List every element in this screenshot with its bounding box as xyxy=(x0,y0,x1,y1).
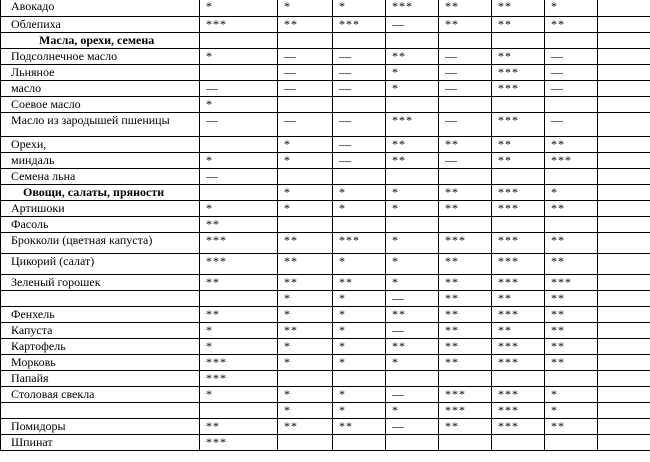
rating-cell: * xyxy=(386,355,439,371)
rating-cell: ** xyxy=(492,17,545,33)
product-name: Орехи, xyxy=(1,137,200,153)
rating-cell: ** xyxy=(545,137,598,153)
product-name: Брокколи (цветная капуста) xyxy=(1,233,200,254)
rating-cell: — xyxy=(333,137,386,153)
rating-cell xyxy=(200,185,278,201)
product-name: Капуста xyxy=(1,323,200,339)
rating-cell: — xyxy=(545,113,598,137)
table-row xyxy=(1,65,650,81)
rating-cell xyxy=(333,371,386,387)
rating-cell xyxy=(200,403,278,419)
rating-cell: ** xyxy=(545,307,598,323)
rating-cell: *** xyxy=(545,153,598,169)
rating-cell xyxy=(333,435,386,451)
rating-cell xyxy=(439,217,492,233)
rating-cell: — xyxy=(333,65,386,81)
rating-cell: — xyxy=(200,81,278,97)
rating-cell: * xyxy=(200,0,278,17)
rating-cell: *** xyxy=(200,233,278,254)
rating-cell: ** xyxy=(545,419,598,435)
rating-cell: ** xyxy=(333,275,386,291)
empty-cell xyxy=(598,113,650,137)
table-row xyxy=(1,291,650,307)
empty-cell xyxy=(598,33,650,49)
product-name: Помидоры xyxy=(1,419,200,435)
rating-cell: * xyxy=(278,201,333,217)
rating-cell: ** xyxy=(278,254,333,275)
rating-cell: — xyxy=(439,153,492,169)
rating-cell: ** xyxy=(492,291,545,307)
empty-cell xyxy=(598,97,650,113)
product-name: Льняное xyxy=(1,65,200,81)
rating-cell xyxy=(278,97,333,113)
table-row xyxy=(1,339,650,355)
section-title: Овощи, салаты, пряности xyxy=(1,185,200,201)
section-row xyxy=(1,185,650,201)
rating-cell: — xyxy=(386,387,439,403)
rating-cell: ** xyxy=(439,17,492,33)
rating-cell: — xyxy=(278,49,333,65)
rating-cell: ** xyxy=(492,49,545,65)
rating-cell: — xyxy=(439,49,492,65)
rating-cell: * xyxy=(386,403,439,419)
rating-cell: *** xyxy=(386,113,439,137)
rating-cell xyxy=(386,97,439,113)
product-name: Облепиха xyxy=(1,17,200,33)
rating-cell: *** xyxy=(200,17,278,33)
rating-cell: ** xyxy=(545,201,598,217)
rating-cell: ** xyxy=(439,137,492,153)
rating-cell: — xyxy=(333,49,386,65)
rating-cell: *** xyxy=(200,254,278,275)
rating-cell: *** xyxy=(492,254,545,275)
product-name: Морковь xyxy=(1,355,200,371)
rating-cell xyxy=(439,371,492,387)
table-row xyxy=(1,307,650,323)
rating-cell: ** xyxy=(439,339,492,355)
rating-cell: — xyxy=(439,81,492,97)
empty-cell xyxy=(598,17,650,33)
empty-cell xyxy=(598,307,650,323)
table-row xyxy=(1,387,650,403)
rating-cell: ** xyxy=(545,323,598,339)
rating-cell: * xyxy=(545,403,598,419)
section-title: Масла, орехи, семена xyxy=(1,33,200,49)
empty-cell xyxy=(598,403,650,419)
rating-cell: * xyxy=(333,387,386,403)
empty-cell xyxy=(598,355,650,371)
rating-cell xyxy=(545,435,598,451)
rating-cell: ** xyxy=(492,137,545,153)
rating-cell: * xyxy=(278,0,333,17)
rating-cell: ** xyxy=(386,137,439,153)
table-row xyxy=(1,403,650,419)
rating-cell: *** xyxy=(200,435,278,451)
rating-cell: ** xyxy=(439,185,492,201)
table-row xyxy=(1,97,650,113)
rating-cell: *** xyxy=(333,17,386,33)
rating-cell: * xyxy=(278,185,333,201)
rating-cell: *** xyxy=(492,307,545,323)
rating-cell: ** xyxy=(439,307,492,323)
rating-cell xyxy=(545,371,598,387)
rating-cell: * xyxy=(278,153,333,169)
rating-cell: *** xyxy=(439,403,492,419)
rating-cell: ** xyxy=(439,201,492,217)
rating-cell: * xyxy=(200,339,278,355)
empty-cell xyxy=(598,153,650,169)
rating-cell: * xyxy=(386,275,439,291)
product-name xyxy=(1,291,200,307)
rating-cell: — xyxy=(333,81,386,97)
rating-cell: ** xyxy=(545,355,598,371)
rating-cell xyxy=(492,371,545,387)
rating-cell xyxy=(278,217,333,233)
rating-cell: * xyxy=(386,185,439,201)
product-name: Фенхель xyxy=(1,307,200,323)
rating-cell: ** xyxy=(439,323,492,339)
table-row xyxy=(1,419,650,435)
rating-cell: — xyxy=(333,113,386,137)
empty-cell xyxy=(598,275,650,291)
rating-cell: * xyxy=(333,201,386,217)
product-name xyxy=(1,403,200,419)
table-row xyxy=(1,323,650,339)
rating-cell xyxy=(278,435,333,451)
table-row xyxy=(1,17,650,33)
rating-cell xyxy=(439,33,492,49)
rating-cell: ** xyxy=(439,254,492,275)
rating-cell: * xyxy=(386,201,439,217)
empty-cell xyxy=(598,233,650,254)
rating-cell: ** xyxy=(545,233,598,254)
rating-cell: * xyxy=(200,387,278,403)
rating-cell xyxy=(439,169,492,185)
empty-cell xyxy=(598,0,650,17)
rating-cell: *** xyxy=(492,65,545,81)
rating-cell: *** xyxy=(492,387,545,403)
rating-cell: *** xyxy=(492,113,545,137)
rating-cell: ** xyxy=(545,254,598,275)
rating-cell: * xyxy=(545,387,598,403)
rating-cell: * xyxy=(386,254,439,275)
rating-cell: * xyxy=(333,291,386,307)
table-row xyxy=(1,153,650,169)
rating-cell: ** xyxy=(386,339,439,355)
rating-cell xyxy=(278,169,333,185)
empty-cell xyxy=(598,435,650,451)
rating-cell: ** xyxy=(545,339,598,355)
table-row xyxy=(1,169,650,185)
rating-cell: *** xyxy=(200,371,278,387)
table-row xyxy=(1,275,650,291)
rating-cell: ** xyxy=(545,17,598,33)
table-row xyxy=(1,81,650,97)
rating-cell: ** xyxy=(278,323,333,339)
rating-cell: * xyxy=(333,339,386,355)
rating-cell: * xyxy=(200,97,278,113)
rating-cell xyxy=(492,33,545,49)
rating-cell: ** xyxy=(492,0,545,17)
rating-cell: *** xyxy=(492,355,545,371)
rating-cell: * xyxy=(278,387,333,403)
rating-cell: ** xyxy=(278,233,333,254)
empty-cell xyxy=(598,65,650,81)
rating-cell: * xyxy=(333,307,386,323)
rating-cell: — xyxy=(386,17,439,33)
rating-cell: * xyxy=(333,0,386,17)
rating-cell xyxy=(200,33,278,49)
empty-cell xyxy=(598,339,650,355)
rating-cell: ** xyxy=(386,153,439,169)
rating-cell: * xyxy=(333,355,386,371)
rating-cell: *** xyxy=(333,233,386,254)
rating-cell: ** xyxy=(439,355,492,371)
product-name: Столовая свекла xyxy=(1,387,200,403)
empty-cell xyxy=(598,169,650,185)
table-row xyxy=(1,371,650,387)
rating-cell: * xyxy=(200,323,278,339)
rating-cell: *** xyxy=(439,233,492,254)
rating-cell: ** xyxy=(200,217,278,233)
product-name: миндаль xyxy=(1,153,200,169)
rating-cell xyxy=(200,137,278,153)
rating-cell xyxy=(492,217,545,233)
rating-cell: * xyxy=(278,307,333,323)
rating-cell: * xyxy=(200,49,278,65)
product-name: Шпинат xyxy=(1,435,200,451)
rating-cell: * xyxy=(200,201,278,217)
rating-cell: *** xyxy=(386,0,439,17)
empty-cell xyxy=(598,217,650,233)
rating-cell xyxy=(439,97,492,113)
rating-cell: ** xyxy=(386,49,439,65)
rating-cell xyxy=(278,371,333,387)
table-row xyxy=(1,355,650,371)
product-name: масло xyxy=(1,81,200,97)
rating-cell: *** xyxy=(492,185,545,201)
rating-cell: *** xyxy=(492,201,545,217)
rating-cell: * xyxy=(278,403,333,419)
empty-cell xyxy=(598,419,650,435)
table-row xyxy=(1,233,650,254)
product-name: Соевое масло xyxy=(1,97,200,113)
rating-cell: — xyxy=(545,49,598,65)
rating-cell: ** xyxy=(545,291,598,307)
empty-cell xyxy=(598,49,650,65)
rating-cell: *** xyxy=(200,355,278,371)
empty-cell xyxy=(598,185,650,201)
product-name: Папайя xyxy=(1,371,200,387)
empty-cell xyxy=(598,387,650,403)
rating-cell xyxy=(439,435,492,451)
rating-cell xyxy=(386,33,439,49)
rating-cell: *** xyxy=(492,419,545,435)
rating-cell: * xyxy=(545,185,598,201)
rating-cell: — xyxy=(439,65,492,81)
rating-cell: ** xyxy=(278,275,333,291)
product-name: Зеленый горошек xyxy=(1,275,200,291)
rating-cell: * xyxy=(386,65,439,81)
rating-cell: * xyxy=(333,254,386,275)
rating-cell: — xyxy=(278,113,333,137)
rating-cell: * xyxy=(333,185,386,201)
rating-cell: ** xyxy=(386,307,439,323)
rating-cell: *** xyxy=(492,233,545,254)
rating-cell xyxy=(200,65,278,81)
table-row xyxy=(1,0,650,17)
rating-cell xyxy=(333,169,386,185)
rating-cell: * xyxy=(278,355,333,371)
empty-cell xyxy=(598,137,650,153)
rating-cell: *** xyxy=(439,387,492,403)
rating-cell: * xyxy=(386,81,439,97)
rating-cell xyxy=(545,97,598,113)
rating-cell xyxy=(492,169,545,185)
rating-cell: ** xyxy=(439,291,492,307)
rating-cell: — xyxy=(545,65,598,81)
rating-cell: — xyxy=(278,65,333,81)
rating-cell xyxy=(333,217,386,233)
empty-cell xyxy=(598,201,650,217)
rating-cell: — xyxy=(278,81,333,97)
rating-cell: ** xyxy=(492,323,545,339)
product-name: Артишоки xyxy=(1,201,200,217)
rating-cell xyxy=(386,217,439,233)
table-row xyxy=(1,113,650,137)
table-row xyxy=(1,201,650,217)
rating-cell: * xyxy=(278,339,333,355)
product-name: Масло из зародышей пшеницы xyxy=(1,113,200,137)
rating-cell: — xyxy=(545,81,598,97)
rating-cell: — xyxy=(386,419,439,435)
empty-cell xyxy=(598,291,650,307)
rating-cell: ** xyxy=(200,307,278,323)
rating-cell xyxy=(200,291,278,307)
empty-cell xyxy=(598,81,650,97)
rating-cell: *** xyxy=(492,403,545,419)
table-row xyxy=(1,137,650,153)
rating-cell xyxy=(386,371,439,387)
rating-cell xyxy=(492,97,545,113)
product-name: Подсолнечное масло xyxy=(1,49,200,65)
rating-cell xyxy=(333,33,386,49)
rating-cell: — xyxy=(200,169,278,185)
rating-cell: ** xyxy=(278,17,333,33)
rating-cell: ** xyxy=(439,0,492,17)
rating-cell: ** xyxy=(492,153,545,169)
rating-cell: *** xyxy=(492,81,545,97)
rating-cell xyxy=(278,33,333,49)
rating-cell: ** xyxy=(439,419,492,435)
rating-cell: * xyxy=(386,233,439,254)
rating-cell: ** xyxy=(200,419,278,435)
section-row xyxy=(1,33,650,49)
rating-cell: — xyxy=(333,153,386,169)
product-name: Фасоль xyxy=(1,217,200,233)
empty-cell xyxy=(598,254,650,275)
table-row xyxy=(1,49,650,65)
product-name: Авокадо xyxy=(1,0,200,17)
rating-cell: * xyxy=(333,403,386,419)
empty-cell xyxy=(598,323,650,339)
table-row xyxy=(1,435,650,451)
product-name: Картофель xyxy=(1,339,200,355)
rating-cell xyxy=(545,169,598,185)
rating-cell: ** xyxy=(333,419,386,435)
rating-cell: *** xyxy=(545,275,598,291)
rating-cell xyxy=(333,97,386,113)
rating-cell: * xyxy=(333,323,386,339)
rating-cell: * xyxy=(278,137,333,153)
rating-cell: — xyxy=(386,291,439,307)
rating-cell xyxy=(386,435,439,451)
rating-cell: ** xyxy=(278,419,333,435)
table-row xyxy=(1,217,650,233)
product-name: Цикорий (салат) xyxy=(1,254,200,275)
table-row xyxy=(1,254,650,275)
rating-cell: — xyxy=(386,323,439,339)
rating-cell xyxy=(545,33,598,49)
rating-cell: *** xyxy=(492,275,545,291)
rating-cell: ** xyxy=(439,275,492,291)
rating-cell: — xyxy=(200,113,278,137)
rating-cell xyxy=(386,169,439,185)
product-name: Семена льна xyxy=(1,169,200,185)
rating-cell: — xyxy=(439,113,492,137)
rating-cell: * xyxy=(545,0,598,17)
rating-cell xyxy=(545,217,598,233)
rating-cell: * xyxy=(278,291,333,307)
rating-cell: *** xyxy=(492,339,545,355)
rating-cell xyxy=(492,435,545,451)
rating-cell: * xyxy=(200,153,278,169)
rating-cell: ** xyxy=(200,275,278,291)
empty-cell xyxy=(598,371,650,387)
